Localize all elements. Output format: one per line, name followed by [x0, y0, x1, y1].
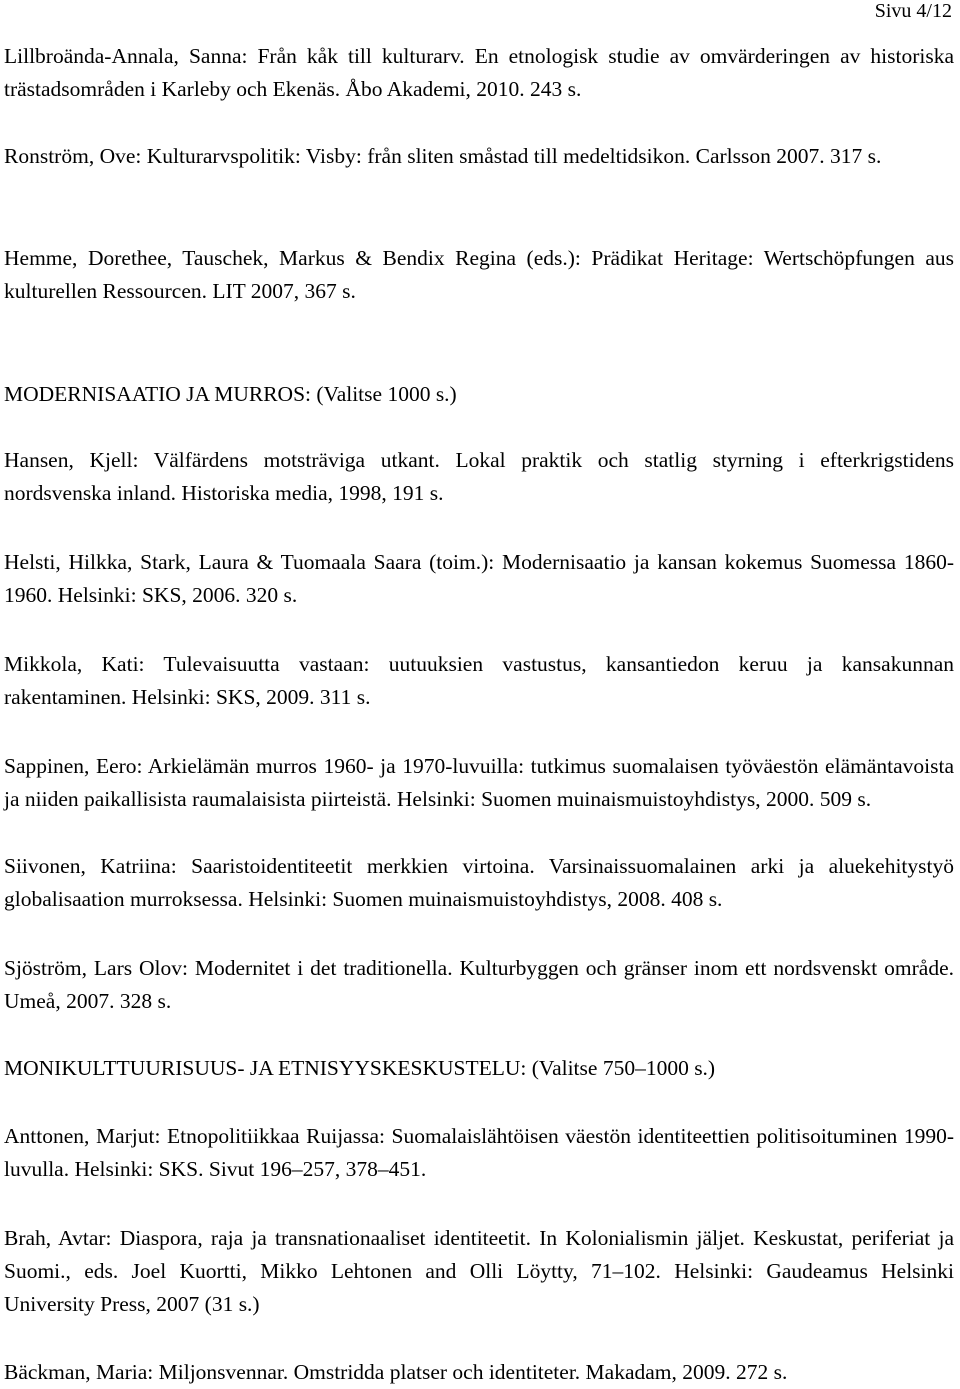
- reference-entry: Lillbroända-Annala, Sanna: Från kåk till kulturarv. En etnologisk studie av omvärderingen av historiska trästadsområden i Karleby och Ekenäs. Åbo Akademi, 2010. 243 s.: [4, 44, 954, 101]
- section-heading: MODERNISAATIO JA MURROS: (Valitse 1000 s.): [4, 382, 457, 406]
- reference-entry: Anttonen, Marjut: Etnopolitiikkaa Ruijassa: Suomalaislähtöisen väestön identiteettien politisoituminen 1990-luvulla. Helsinki: SKS. Sivut 196–257, 378–451.: [4, 1124, 954, 1181]
- reference-entry: Ronström, Ove: Kulturarvspolitik: Visby: från sliten småstad till medeltidsikon. Carlsson 2007. 317 s.: [4, 144, 882, 168]
- reference-entry: Sjöström, Lars Olov: Modernitet i det traditionella. Kulturbyggen och gränser inom ett nordsvenskt område. Umeå, 2007. 328 s.: [4, 956, 954, 1013]
- section-heading: MONIKULTTUURISUUS- JA ETNISYYSKESKUSTELU: (Valitse 750–1000 s.): [4, 1056, 716, 1080]
- reference-entry: Brah, Avtar: Diaspora, raja ja transnationaaliset identiteetit. In Kolonialismin jäljet. Keskustat, periferiat ja Suomi., eds. Joel Kuortti, Mikko Lehtonen and Olli Löytty, 71–102. Helsinki: Gaudeamus Helsinki University Press, 2007 (31 s.): [4, 1226, 954, 1316]
- reference-entry: Hansen, Kjell: Välfärdens motsträviga utkant. Lokal praktik och statlig styrning i efterkrigstidens nordsvenska inland. Historiska media, 1998, 191 s.: [4, 448, 954, 505]
- reference-entry: Sappinen, Eero: Arkielämän murros 1960- ja 1970-luvuilla: tutkimus suomalaisen työväestön elämäntavoista ja niiden paikallisista raumalaisista piirteistä. Helsinki: Suomen muinaismuistoyhdistys, 2000. 509 s.: [4, 754, 954, 811]
- reference-entry: Helsti, Hilkka, Stark, Laura & Tuomaala Saara (toim.): Modernisaatio ja kansan kokemus Suomessa 1860-1960. Helsinki: SKS, 2006. 320 s.: [4, 550, 954, 607]
- reference-entry: Bäckman, Maria: Miljonsvennar. Omstridda platser och identiteter. Makadam, 2009. 272 s.: [4, 1360, 788, 1384]
- reference-entry: Mikkola, Kati: Tulevaisuutta vastaan: uutuuksien vastustus, kansantiedon keruu ja kansakunnan rakentaminen. Helsinki: SKS, 2009. 311 s.: [4, 652, 954, 709]
- reference-entry: Hemme, Dorethee, Tauschek, Markus & Bendix Regina (eds.): Prädikat Heritage: Wertschöpfungen aus kulturellen Ressourcen. LIT 2007, 367 s.: [4, 246, 954, 303]
- reference-entry: Siivonen, Katriina: Saaristoidentiteetit merkkien virtoina. Varsinaissuomalainen arki ja aluekehitystyö globalisaation murroksessa. Helsinki: Suomen muinaismuistoyhdistys, 2008. 408 s.: [4, 854, 954, 911]
- page-number: Sivu 4/12: [874, 0, 952, 22]
